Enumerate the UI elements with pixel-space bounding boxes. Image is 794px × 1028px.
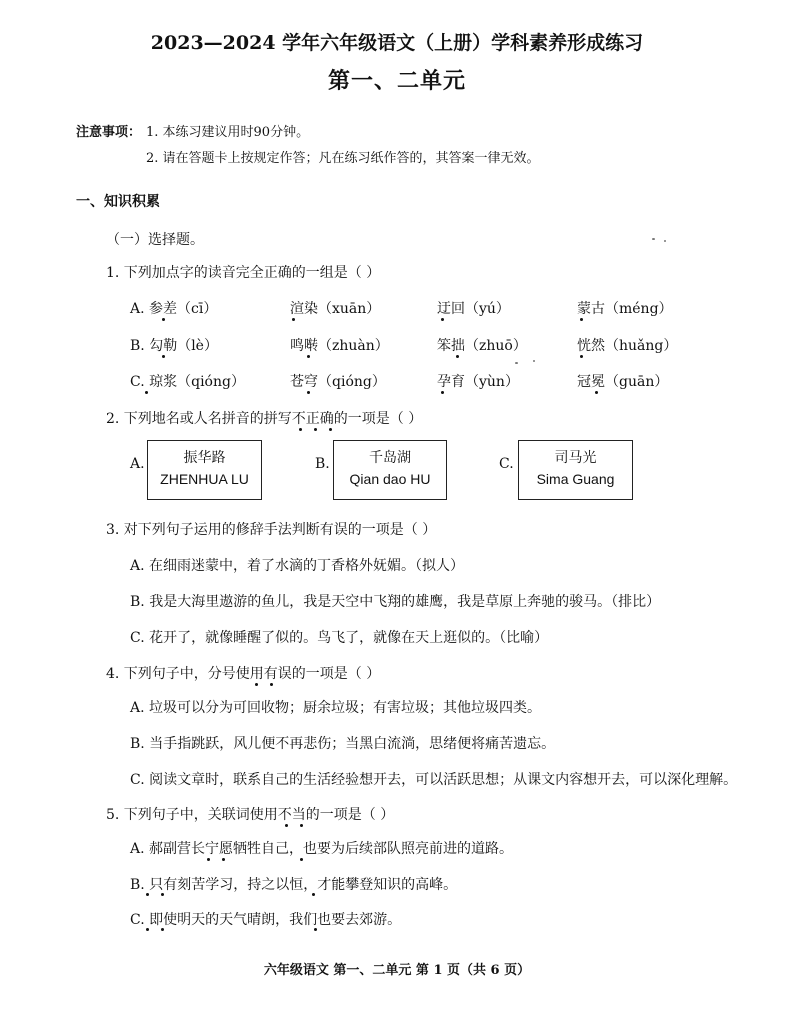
emphasis-dot [441, 318, 444, 321]
scan-speck [515, 362, 518, 364]
q2-option-c-box [518, 440, 633, 500]
emphasis-dot [307, 391, 310, 394]
emphasis-dot [285, 824, 288, 827]
notice-item-1: 1. 本练习建议用时90分钟。 [146, 125, 310, 140]
q1-option-a-1: A. 参差（cī） [130, 301, 218, 317]
page-subtitle: 第一、二单元 [327, 68, 466, 94]
emphasis-dot [161, 928, 164, 931]
q1-option-c-4: 冠冕（guān） [577, 374, 669, 390]
emphasis-dot [292, 318, 295, 321]
notice-item-2: 2. 请在答题卡上按规定作答；凡在练习纸作答的，其答案一律无效。 [146, 151, 540, 166]
q2-option-b-hanzi: 千岛湖 [369, 449, 411, 465]
emphasis-dot [161, 893, 164, 896]
emphasis-dot [255, 683, 258, 686]
section-heading: 一、知识积累 [76, 194, 160, 210]
q1-option-b-1: B. 勾勒（lè） [130, 338, 218, 354]
emphasis-dot [299, 428, 302, 431]
q4-option-b: B. 当手指跳跃，风儿便不再悲伤；当黑白流淌，思绪便将痛苦遗忘。 [130, 736, 556, 752]
question-3-stem: 3. 对下列句子运用的修辞手法判断有误的一项是（ ） [106, 522, 437, 538]
emphasis-dot [456, 355, 459, 358]
q1-option-b-4: 恍然（huǎng） [577, 338, 678, 354]
emphasis-dot [307, 355, 310, 358]
emphasis-dot [146, 893, 149, 896]
q2-option-b-box [333, 440, 447, 500]
q1-option-b-2: 鸣啭（zhuàn） [290, 338, 389, 354]
q1-option-a-4: 蒙古（méng） [577, 301, 673, 317]
q2-option-c-pinyin: Sima Guang [536, 471, 615, 487]
q3-option-a: A. 在细雨迷蒙中，着了水滴的丁香格外妩媚。（拟人） [130, 558, 465, 574]
emphasis-dot [207, 858, 210, 861]
q2-option-b-pinyin: Qian dao HU [349, 471, 431, 487]
q2-option-c-hanzi: 司马光 [554, 449, 597, 465]
notice-label: 注意事项： [76, 125, 142, 140]
q4-option-a: A. 垃圾可以分为可回收物；厨余垃圾；有害垃圾；其他垃圾四类。 [130, 700, 542, 716]
q1-option-a-2: 渲染（xuān） [290, 301, 381, 317]
scan-speck [664, 240, 666, 242]
q1-option-c-1: C. 琼浆（qióng） [130, 374, 245, 390]
question-1-stem: 1. 下列加点字的读音完全正确的一组是（ ） [106, 265, 381, 281]
q3-option-c: C. 花开了，就像睡醒了似的。鸟飞了，就像在天上逛似的。（比喻） [130, 630, 549, 646]
emphasis-dot [595, 391, 598, 394]
emphasis-dot [300, 858, 303, 861]
q2-option-a-letter: A. [130, 456, 145, 472]
subsection-heading: （一）选择题。 [106, 232, 204, 248]
q5-option-c: C. 即使明天的天气晴朗，我们也要去郊游。 [130, 912, 402, 928]
emphasis-dot [162, 355, 165, 358]
q5-option-a: A. 郝副营长宁愿牺牲自己，也要为后续部队照亮前进的道路。 [130, 841, 514, 857]
emphasis-dot [329, 428, 332, 431]
scan-speck [533, 360, 535, 362]
q2-option-a-hanzi: 振华路 [183, 449, 226, 465]
emphasis-dot [145, 391, 148, 394]
scan-speck [652, 238, 655, 240]
emphasis-dot [312, 893, 315, 896]
question-2-stem: 2. 下列地名或人名拼音的拼写不正确的一项是（ ） [106, 411, 423, 427]
q2-option-b-letter: B. [315, 456, 330, 472]
q2-option-c-letter: C. [499, 456, 514, 472]
q1-option-c-3: 孕育（yùn） [437, 374, 519, 390]
q5-option-b: B. 只有刻苦学习，持之以恒，才能攀登知识的高峰。 [130, 877, 458, 893]
q1-option-b-3: 笨拙（zhuō） [437, 338, 527, 354]
page-title: 2023—2024 学年六年级语文（上册）学科素养形成练习 [150, 32, 644, 54]
question-4-stem: 4. 下列句子中，分号使用有误的一项是（ ） [106, 666, 381, 682]
question-5-stem: 5. 下列句子中，关联词使用不当的一项是（ ） [106, 807, 395, 823]
emphasis-dot [300, 824, 303, 827]
emphasis-dot [162, 318, 165, 321]
q3-option-b: B. 我是大海里遨游的鱼儿，我是天空中飞翔的雄鹰，我是草原上奔驰的骏马。（排比） [130, 594, 661, 610]
emphasis-dot [441, 391, 444, 394]
q2-option-a-box [147, 440, 262, 500]
emphasis-dot [222, 858, 225, 861]
q1-option-a-3: 迂回（yú） [437, 301, 510, 317]
emphasis-dot [270, 683, 273, 686]
emphasis-dot [580, 355, 583, 358]
q4-option-c: C. 阅读文章时，联系自己的生活经验想开去，可以活跃思想；从课文内容想开去，可以深化理解。 [130, 772, 738, 788]
emphasis-dot [314, 428, 317, 431]
emphasis-dot [314, 928, 317, 931]
emphasis-dot [146, 928, 149, 931]
q2-option-a-pinyin: ZHENHUA LU [160, 471, 249, 487]
page-footer: 六年级语文 第一、二单元 第 1 页（共 6 页） [263, 963, 531, 978]
emphasis-dot [580, 318, 583, 321]
q1-option-c-2: 苍穹（qióng） [290, 374, 386, 390]
